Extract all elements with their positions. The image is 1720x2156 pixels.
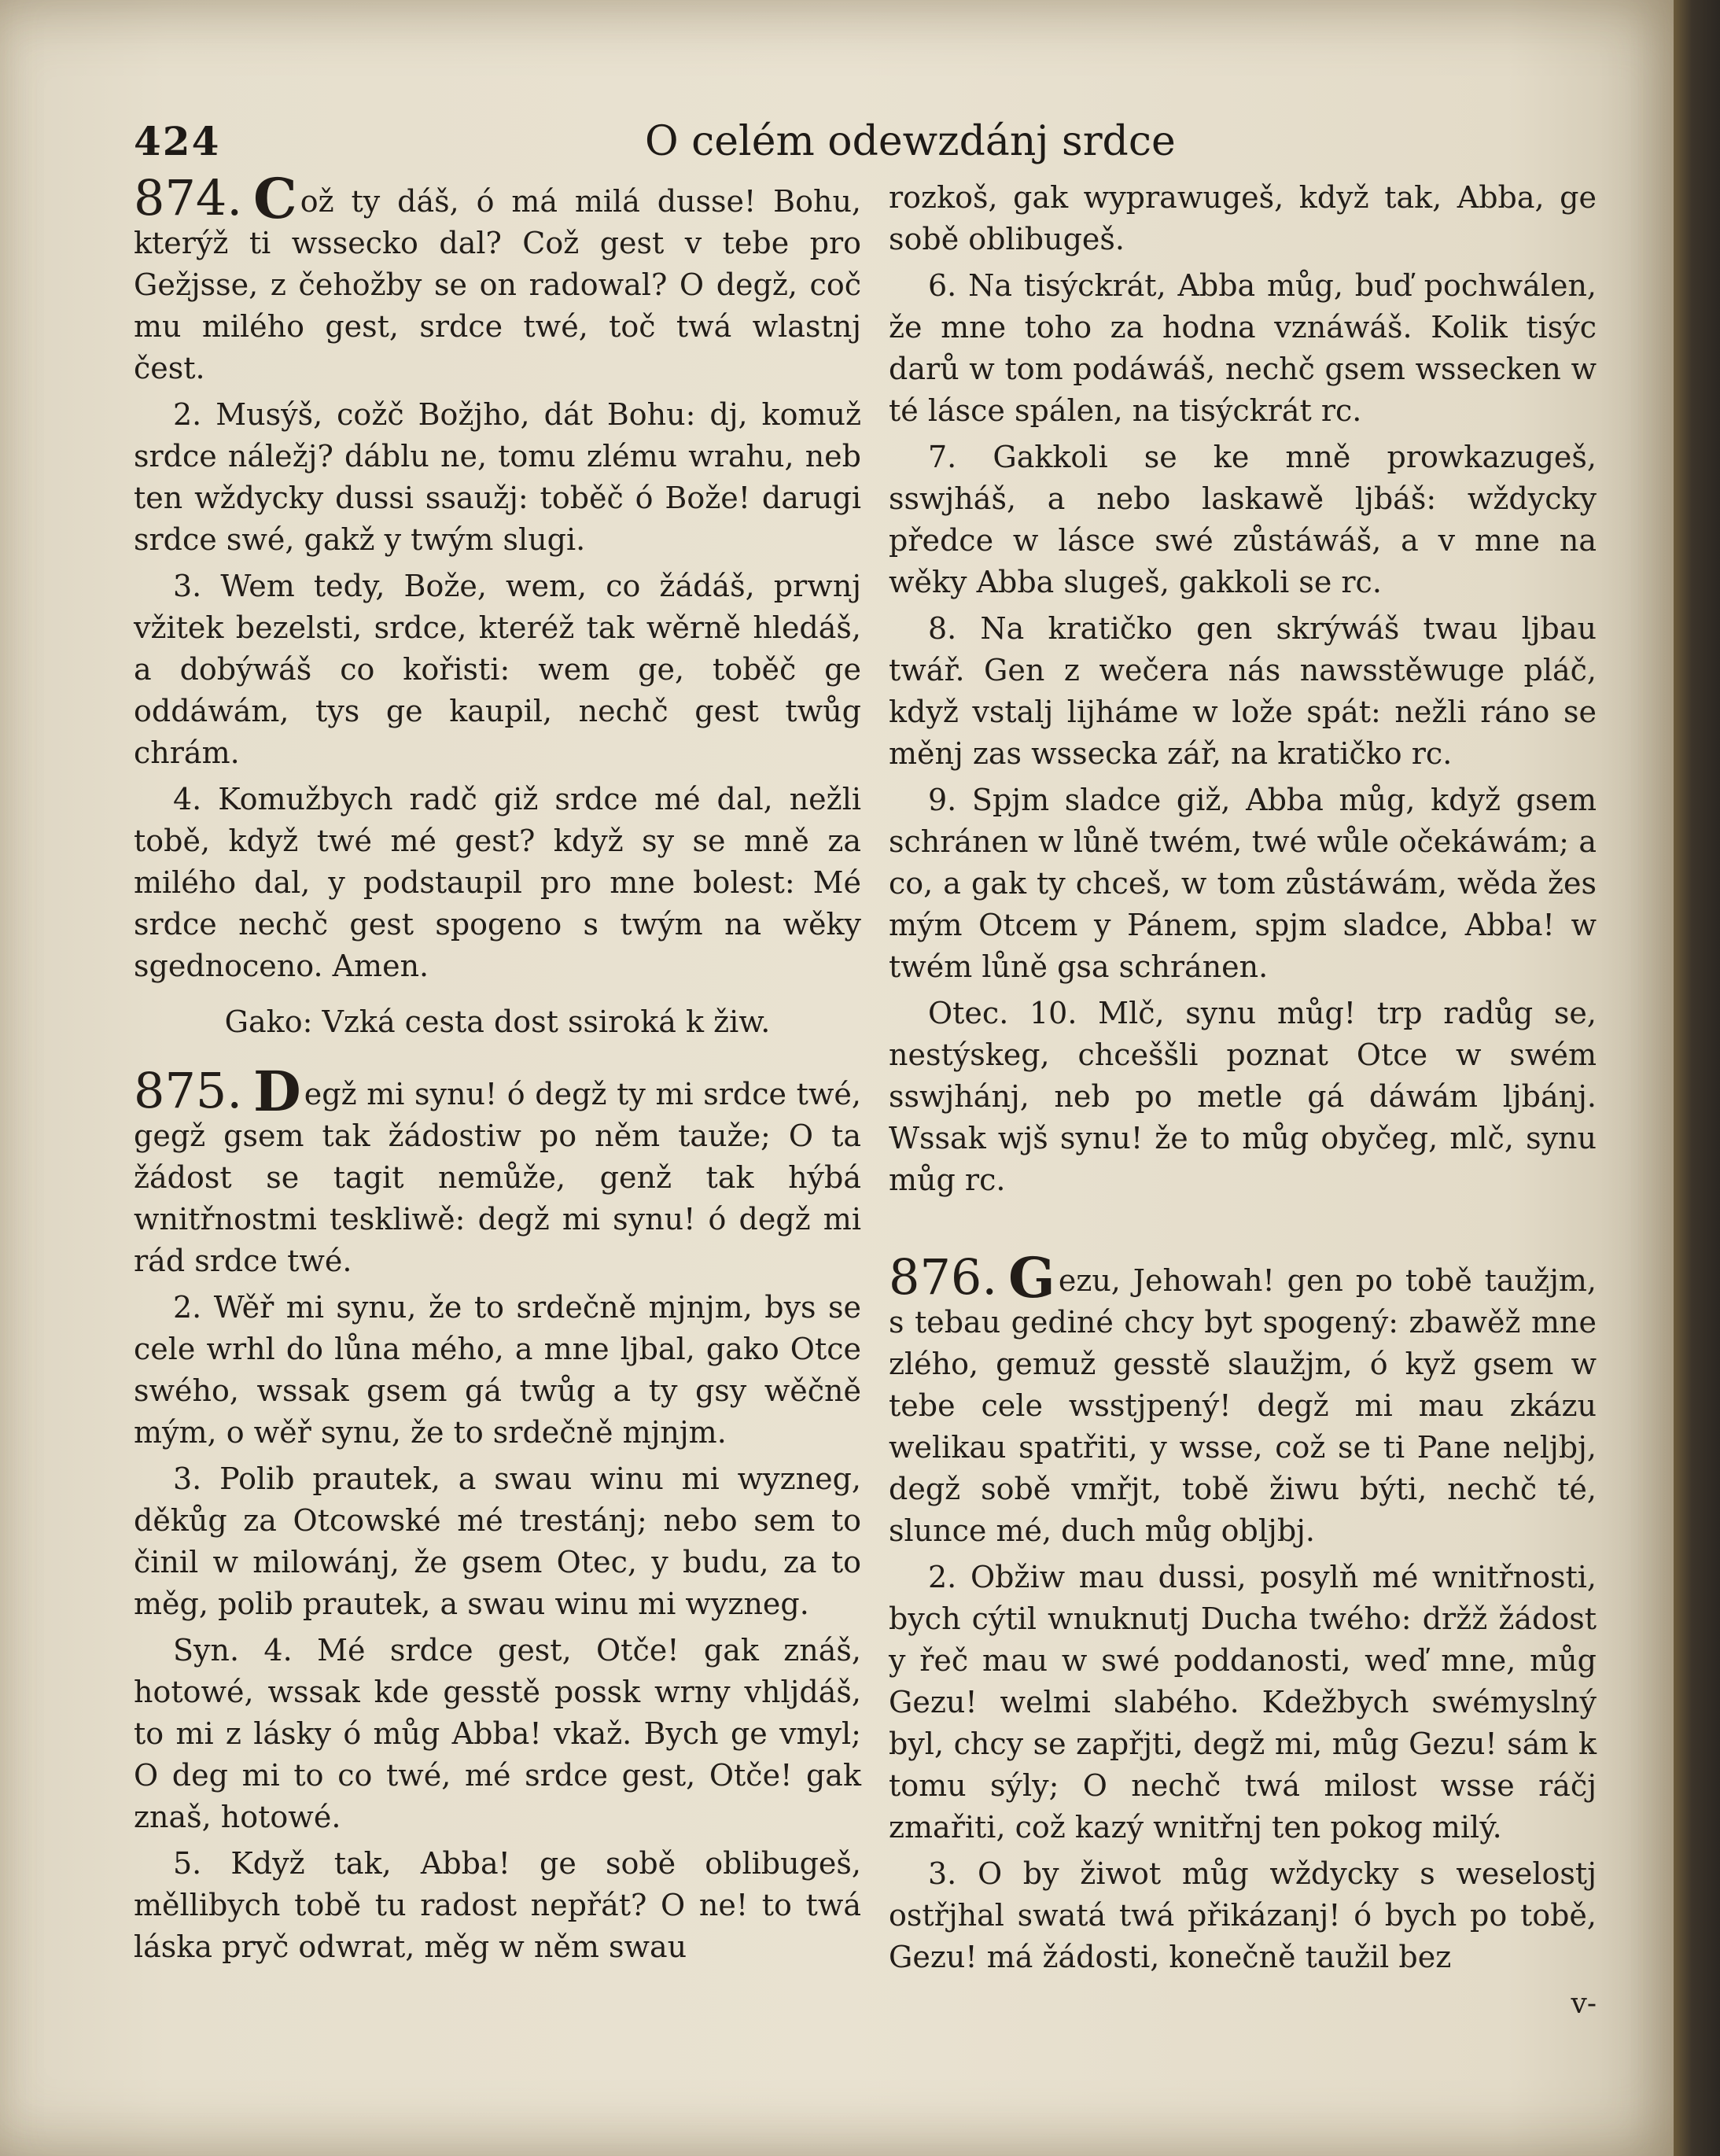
verse-text: egž mi synu! ó degž ty mi srdce twé, gegž gsem tak žádostiw po něm tauže; O ta žádost se tagit nemůže, genž tak hýbá wnitřnostmi teskliwě: degž mi synu! ó degž mi rád srdce twé.: [134, 1077, 861, 1278]
hymn-874-verse-4: 4. Komužbych radč giž srdce mé dal, nežli tobě, když twé mé gest? když sy se mně za milého dal, y podstaupil pro mne bolest: Mé srdce nechč gest spogeno s twým na wěky sgednoceno. Amen.: [134, 782, 861, 983]
left-column: [134, 166, 861, 1973]
drop-cap: C: [253, 166, 297, 231]
hymn-875-verse-10: Otec. 10. Mlč, synu můg! trp radůg se, nestýskeg, chceššli poznat Otce w swém sswjhánj, neb po metle gá dáwám ljbánj. Wssak wjš synu! že to můg obyčeg, mlč, synu můg rc.: [889, 996, 1597, 1197]
hymn-number: 875.: [134, 1062, 243, 1119]
hymn-875-verse-1: [134, 1059, 861, 1282]
running-title: O celém odewzdánj srdce: [645, 118, 1176, 165]
verse-text: ezu, Jehowah! gen po tobě taužjm, s tebau gediné chcy byt spogený: zbawěž mne zlého, gemuž gesstě slaužjm, ó kyž gsem w tebe cele wsstjpený! degž mi mau zkázu welikau spatřiti, y wsse, což se ti Pane neljbj, degž sobě vmřjt, tobě žiwu býti, nechč té, slunce mé, duch můg obljbj.: [889, 1263, 1597, 1548]
hymn-875-verse-4: Syn. 4. Mé srdce gest, Otče! gak znáš, hotowé, wssak kde gesstě possk wrny vhljdáš, to mi z lásky ó můg Abba! vkaž. Bych ge vmyl; O deg mi to co twé, mé srdce gest, Otče! gak znaš, hotowé.: [134, 1633, 861, 1834]
drop-cap: G: [1008, 1245, 1055, 1310]
hymn-875-verse-8: 8. Na kratičko gen skrýwáš twau ljbau twář. Gen z wečera nás nawsstěwuge pláč, když vstalj lijháme w lože spát: nežli ráno se měnj zas wssecka zář, na kratičko rc.: [889, 611, 1597, 771]
hymn-876-verse-2: 2. Obžiw mau dussi, posylň mé wnitřnosti, bych cýtil wnuknutj Ducha twého: držž žádost y řeč mau w swé poddanosti, weď mne, můg Gezu! welmi slabého. Kdežbych swémyslný byl, chcy se zapřjti, degž mi, můg Gezu! sám k tomu sýly; O nechč twá milost wsse ráčj zmařiti, což kazý wnitřnj ten pokog milý.: [889, 1560, 1597, 1845]
hymn-874-verse-2: 2. Musýš, cožč Božjho, dát Bohu: dj, komuž srdce náležj? dáblu ne, tomu zlému wrahu, neb ten wždycky dussi ssaužj: toběč ó Bože! darugi srdce swé, gakž y twým slugi.: [134, 397, 861, 557]
hymn-876-verse-1: [889, 1245, 1597, 1552]
hymn-875-verse-6: 6. Na tisýckrát, Abba můg, buď pochwálen, že mne toho za hodna vznáwáš. Kolik tisýc darů w tom podáwáš, nechč gsem wssecken w té lásce spálen, na tisýckrát rc.: [889, 268, 1597, 428]
hymn-874-verse-1: [134, 166, 861, 389]
page-header: [134, 118, 1612, 181]
page-number: 424: [134, 118, 221, 164]
hymn-number: 874.: [134, 169, 243, 227]
right-column: [889, 177, 1597, 2029]
hymn-874-verse-3: 3. Wem tedy, Bože, wem, co žádáš, prwnj vžitek bezelsti, srdce, kteréž tak wěrně hledáš, a dobýwáš co kořisti: wem ge, toběč ge oddáwám, tys ge kaupil, nechč gest twůg chrám.: [134, 569, 861, 770]
hymn-875-verse-9: 9. Spjm sladce giž, Abba můg, když gsem schránen w lůně twém, twé wůle očekáwám; a co, a gak ty chceš, w tom zůstáwám, wěda žes mým Otcem y Pánem, spjm sladce, Abba! w twém lůně gsa schránen.: [889, 783, 1597, 984]
hymn-875-verse-3: 3. Polib prautek, a swau winu mi wyzneg, děkůg za Otcowské mé trestánj; nebo sem to činil w milowánj, že gsem Otec, y budu, za to měg, polib prautek, a swau winu mi wyzneg.: [134, 1461, 861, 1621]
hymn-875-verse-7: 7. Gakkoli se ke mně prowkazugeš, sswjháš, a nebo laskawě ljbáš: wždycky předce w lásce swé zůstáwáš, a v mne na wěky Abba slugeš, gakkoli se rc.: [889, 440, 1597, 599]
tune-reference: Gako: Vzká cesta dost ssiroká k žiw.: [224, 1004, 771, 1039]
hymn-875-verse-5-continued: rozkoš, gak wyprawugeš, když tak, Abba, ge sobě oblibugeš.: [889, 180, 1597, 256]
hymn-876-verse-3: 3. O by žiwot můg wždycky s weselostj ostřjhal swatá twá přikázanj! ó bych po tobě, Gezu! má žádosti, konečně taužil bez: [889, 1856, 1597, 1974]
drop-cap: D: [253, 1059, 301, 1124]
hymn-number: 876.: [889, 1248, 998, 1306]
book-edge: [1674, 0, 1720, 2156]
hymn-875-verse-5: 5. Když tak, Abba! ge sobě oblibugeš, měllibych tobě tu radost nepřát? O ne! to twá láska pryč odwrat, měg w něm swau: [134, 1846, 861, 1964]
hymn-875-verse-2: 2. Wěř mi synu, že to srdečně mjnjm, bys se cele wrhl do lůna mého, a mne ljbal, gako Otce swého, wssak gsem gá twůg a ty gsy wěčně mým, o wěř synu, že to srdečně mjnjm.: [134, 1290, 861, 1450]
catchword: v-: [1571, 1988, 1597, 2020]
verse-text: ož ty dáš, ó má milá dusse! Bohu, kterýž ti wssecko dal? Což gest v tebe pro Gežjsse, z čehožby se on radowal? O degž, coč mu milého gest, srdce twé, toč twá wlastnj čest.: [134, 184, 861, 385]
